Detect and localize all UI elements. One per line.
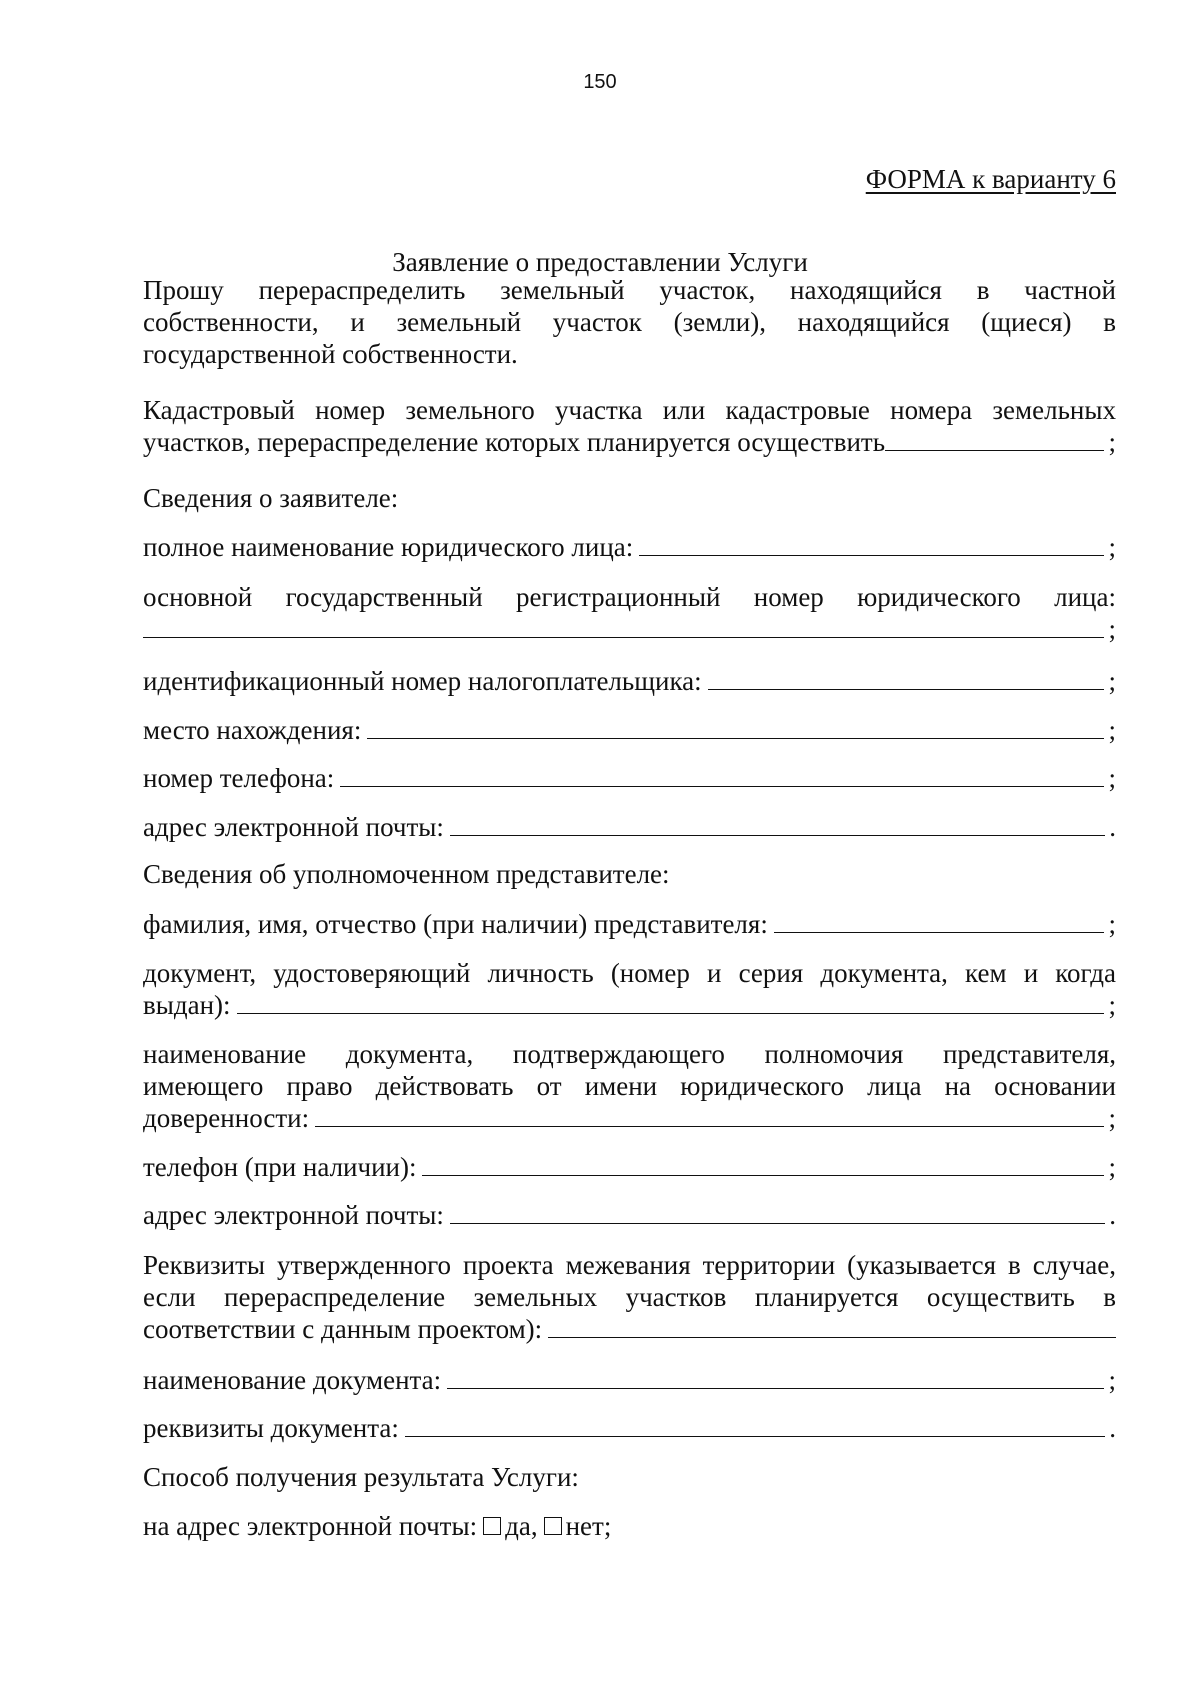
project-doc-name-label: наименование документа:	[143, 1365, 442, 1395]
semicolon: ;	[1108, 909, 1116, 939]
period: .	[1109, 1413, 1116, 1443]
intro-line-2: собственности, и земельный участок (земли), находящийся (щиеся) в	[143, 307, 1116, 337]
cadastral-line-1: Кадастровый номер земельного участка или кадастровые номера земельных	[143, 395, 1116, 425]
semicolon: ;	[1108, 990, 1116, 1020]
project-doc-details-row	[143, 1412, 1116, 1444]
inn-field[interactable]	[708, 688, 1105, 690]
semicolon: ;	[1108, 715, 1116, 745]
semicolon: ;	[1108, 1103, 1116, 1133]
rep-power-field[interactable]	[315, 1125, 1104, 1127]
intro-line-1: Прошу перераспределить земельный участок, находящийся в частной	[143, 275, 1116, 305]
checkbox-no[interactable]	[544, 1517, 562, 1535]
rep-id-doc-field[interactable]	[237, 1012, 1105, 1014]
rep-fio-row	[143, 908, 1116, 940]
inn-row	[143, 665, 1116, 697]
location-row	[143, 714, 1116, 746]
ogrn-row	[143, 613, 1116, 645]
full-name-row	[143, 531, 1116, 563]
semicolon: ;	[1108, 532, 1116, 562]
semicolon: ;	[1108, 427, 1116, 457]
rep-email-row	[143, 1199, 1116, 1231]
semicolon: ;	[1108, 1365, 1116, 1395]
semicolon: ;	[1108, 666, 1116, 696]
rep-power-label: доверенности:	[143, 1103, 310, 1133]
checkbox-yes-label: да,	[505, 1511, 538, 1541]
project-doc-details-label: реквизиты документа:	[143, 1413, 399, 1443]
inn-label: идентификационный номер налогоплательщика:	[143, 666, 702, 696]
rep-phone-row	[143, 1151, 1116, 1183]
location-label: место нахождения:	[143, 715, 362, 745]
applicant-heading: Сведения о заявителе:	[143, 483, 399, 513]
rep-power-row	[143, 1102, 1116, 1134]
rep-power-line-1: наименование документа, подтверждающего полномочия представителя,	[143, 1039, 1116, 1069]
rep-id-doc-line-1: документ, удостоверяющий личность (номер и серия документа, кем и когда	[143, 958, 1116, 988]
result-email-row	[143, 1510, 1116, 1542]
period: .	[1109, 812, 1116, 842]
project-doc-name-row	[143, 1364, 1116, 1396]
rep-id-doc-label: выдан):	[143, 990, 231, 1020]
ogrn-field[interactable]	[143, 636, 1104, 638]
page-number: 150	[583, 71, 617, 93]
email-row	[143, 811, 1116, 843]
checkbox-yes[interactable]	[483, 1517, 501, 1535]
representative-heading: Сведения об уполномоченном представителе:	[143, 859, 670, 889]
project-doc-details-field[interactable]	[405, 1435, 1105, 1437]
rep-email-field[interactable]	[450, 1222, 1105, 1224]
rep-email-label: адрес электронной почты:	[143, 1200, 444, 1230]
form-variant-label: ФОРМА к варианту 6	[865, 164, 1116, 194]
project-field[interactable]	[548, 1336, 1116, 1338]
period: .	[1109, 1200, 1116, 1230]
phone-field[interactable]	[340, 785, 1104, 787]
result-email-label: на адрес электронной почты:	[143, 1511, 478, 1541]
full-name-field[interactable]	[639, 554, 1104, 556]
rep-id-doc-row	[143, 989, 1116, 1021]
project-row	[143, 1313, 1116, 1345]
rep-fio-label: фамилия, имя, отчество (при наличии) представителя:	[143, 909, 768, 939]
phone-row	[143, 762, 1116, 794]
rep-phone-field[interactable]	[422, 1174, 1104, 1176]
email-label: адрес электронной почты:	[143, 812, 444, 842]
semicolon: ;	[1108, 614, 1116, 644]
phone-label: номер телефона:	[143, 763, 335, 793]
rep-fio-field[interactable]	[774, 931, 1105, 933]
rep-power-line-2: имеющего право действовать от имени юридического лица на основании	[143, 1071, 1116, 1101]
semicolon: ;	[1108, 763, 1116, 793]
cadastral-number-field[interactable]	[885, 449, 1104, 451]
full-name-label: полное наименование юридического лица:	[143, 532, 634, 562]
project-label: соответствии с данным проектом):	[143, 1314, 543, 1344]
checkbox-no-label: нет;	[565, 1511, 612, 1541]
cadastral-line-2	[143, 426, 1116, 458]
email-field[interactable]	[450, 834, 1105, 836]
intro-line-3: государственной собственности.	[143, 339, 518, 369]
project-line-2: если перераспределение земельных участков планируется осуществить в	[143, 1282, 1116, 1312]
result-heading: Способ получения результата Услуги:	[143, 1462, 579, 1492]
rep-phone-label: телефон (при наличии):	[143, 1152, 417, 1182]
document-title: Заявление о предоставлении Услуги	[392, 247, 808, 277]
ogrn-label: основной государственный регистрационный номер юридического лица:	[143, 582, 1116, 612]
cadastral-label: участков, перераспределение которых планируется осуществить	[143, 427, 886, 457]
project-line-1: Реквизиты утвержденного проекта межевания территории (указывается в случае,	[143, 1250, 1116, 1280]
location-field[interactable]	[367, 737, 1104, 739]
project-doc-name-field[interactable]	[447, 1387, 1104, 1389]
semicolon: ;	[1108, 1152, 1116, 1182]
